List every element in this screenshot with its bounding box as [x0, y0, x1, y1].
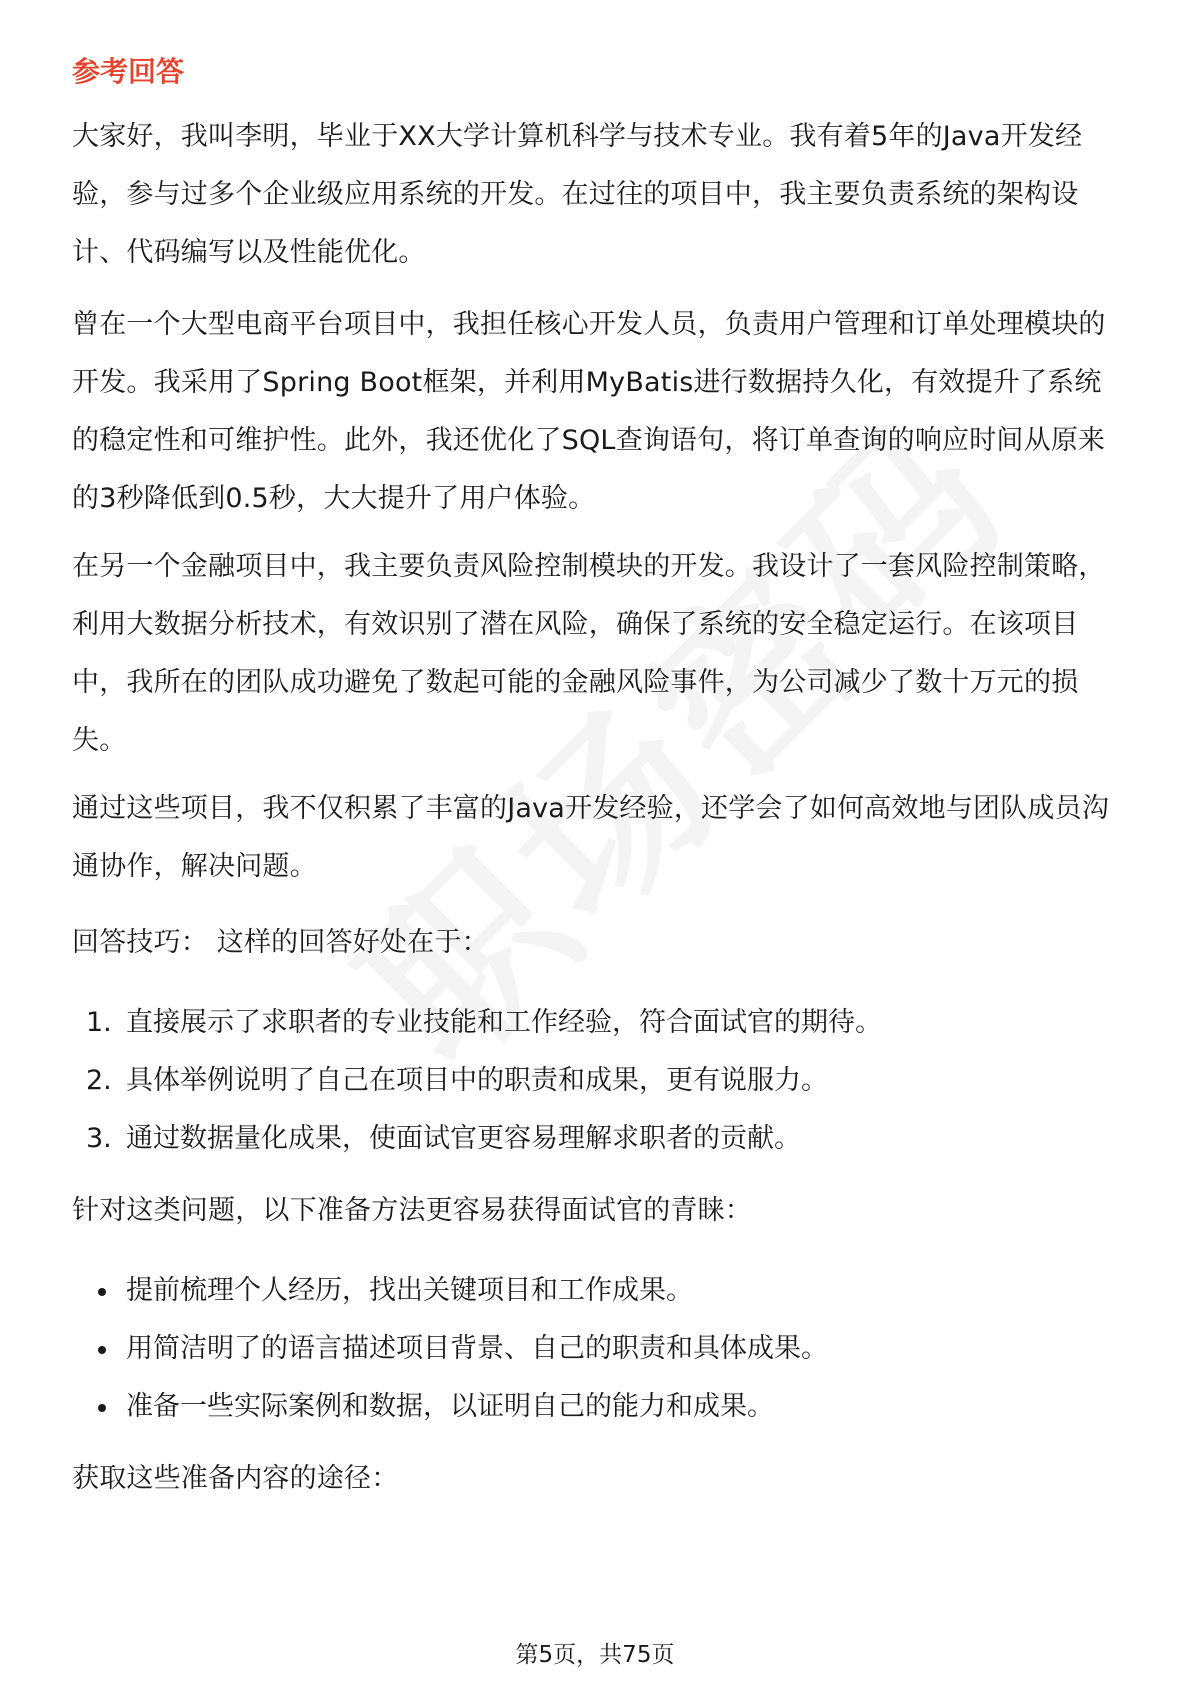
list-item [72, 1262, 1122, 1320]
list-number: 2. [86, 1065, 112, 1096]
bullet-icon [98, 1288, 106, 1296]
list-item-text: 具体举例说明了自己在项目中的职责和成果，更有说服力。 [126, 1065, 828, 1096]
sources-intro: 获取这些准备内容的途径： [72, 1463, 399, 1494]
paragraph-finance: 在另一个金融项目中，我主要负责风险控制模块的开发。我设计了一套风险控制策略，利用大数据分析技术，有效识别了潜在风险，确保了系统的安全稳定运行。在该项目中，我所在的团队成功避免了数起可能的金融风险事件，为公司减少了数十万元的损失。 [72, 551, 1106, 756]
list-item [72, 1052, 1122, 1110]
list-item-text: 直接展示了求职者的专业技能和工作经验，符合面试官的期待。 [126, 1007, 882, 1038]
prep-intro: 针对这类问题，以下准备方法更容易获得面试官的青睐： [72, 1195, 752, 1226]
list-item [72, 1320, 1122, 1378]
paragraph-summary: 通过这些项目，我不仅积累了丰富的Java开发经验，还学会了如何高效地与团队成员沟通协作，解决问题。 [72, 793, 1110, 882]
bullet-icon [98, 1404, 106, 1412]
page-number: 第5页，共75页 [515, 1642, 675, 1668]
prep-list [72, 1262, 1122, 1436]
list-item [72, 994, 1122, 1052]
tips-list [72, 994, 1122, 1168]
paragraph-intro: 大家好，我叫李明，毕业于XX大学计算机科学与技术专业。我有着5年的Java开发经验，参与过多个企业级应用系统的开发。在过往的项目中，我主要负责系统的架构设计、代码编写以及性能优化。 [72, 121, 1083, 268]
list-item-text: 用简洁明了的语言描述项目背景、自己的职责和具体成果。 [126, 1333, 828, 1364]
bullet-icon [98, 1346, 106, 1354]
list-item-text: 通过数据量化成果，使面试官更容易理解求职者的贡献。 [126, 1123, 801, 1154]
list-item-text: 提前梳理个人经历，找出关键项目和工作成果。 [126, 1275, 693, 1306]
tips-intro: 回答技巧： 这样的回答好处在于： [72, 927, 489, 958]
list-item-text: 准备一些实际案例和数据，以证明自己的能力和成果。 [126, 1391, 774, 1422]
list-item [72, 1110, 1122, 1168]
paragraph-ecommerce: 曾在一个大型电商平台项目中，我担任核心开发人员，负责用户管理和订单处理模块的开发。我采用了Spring Boot框架，并利用MyBatis进行数据持久化，有效提升了系统的稳定性和可维护性。此外，我还优化了SQL查询语句，将订单查询的响应时间从原来的3秒降低到0.5秒，大大提升了用户体验。 [72, 309, 1106, 514]
list-number: 1. [86, 1007, 112, 1038]
list-number: 3. [86, 1123, 112, 1154]
list-item [72, 1378, 1122, 1436]
section-heading: 参考回答 [72, 55, 185, 88]
